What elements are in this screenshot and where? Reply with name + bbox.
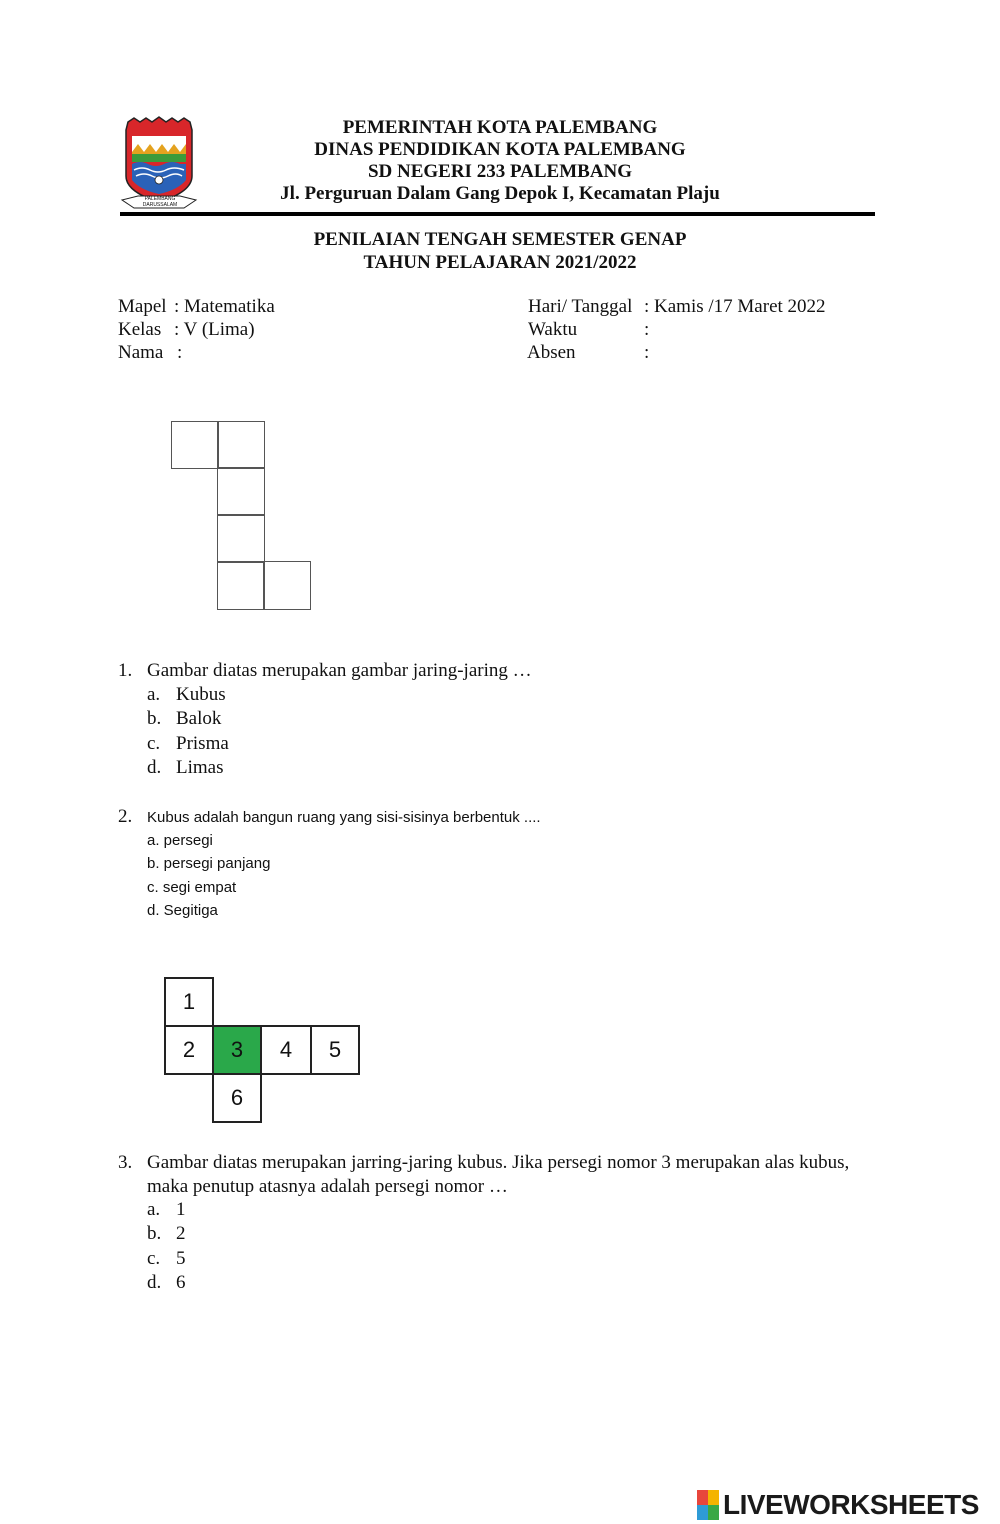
waktu-value: :: [644, 319, 650, 340]
q1-number: 1.: [118, 660, 133, 681]
header-rule: [120, 212, 875, 216]
q3-option-a-letter: a.: [147, 1199, 161, 1220]
exam-title-2: TAHUN PELAJARAN 2021/2022: [363, 252, 637, 273]
absen-value: :: [644, 342, 650, 363]
live-badge-icon: [697, 1490, 719, 1520]
q3-option-a[interactable]: 1: [176, 1199, 186, 1220]
q1-option-d[interactable]: Limas: [176, 757, 224, 778]
net2-square-4: 4: [260, 1025, 312, 1075]
net2-square-1: 1: [164, 977, 214, 1027]
q2-option-d[interactable]: d. Segitiga: [147, 902, 218, 919]
q2-option-b[interactable]: b. persegi panjang: [147, 855, 271, 872]
exam-title-1: PENILAIAN TENGAH SEMESTER GENAP: [313, 229, 687, 250]
net2-square-5: 5: [310, 1025, 360, 1075]
net1-square: [217, 467, 265, 516]
q1-text: Gambar diatas merupakan gambar jaring-jaring …: [147, 660, 532, 681]
header-address: Jl. Perguruan Dalam Gang Depok I, Kecamatan Plaju: [280, 183, 720, 204]
mapel-value: : Matematika: [174, 296, 275, 317]
net1-square: [263, 561, 311, 610]
kelas-label: Kelas: [118, 319, 162, 340]
q3-number: 3.: [118, 1152, 133, 1173]
hari-value: : Kamis /17 Maret 2022: [644, 296, 826, 317]
header-line-2: DINAS PENDIDIKAN KOTA PALEMBANG: [314, 139, 686, 160]
header-line-3: SD NEGERI 233 PALEMBANG: [367, 161, 633, 182]
q3-text-line-2: maka penutup atasnya adalah persegi nomor …: [147, 1176, 508, 1197]
q1-option-b[interactable]: Balok: [176, 708, 222, 729]
logo-ribbon-text: PALEMBANG DARUSSALAM: [142, 196, 178, 208]
net1-square: [217, 421, 265, 469]
net1-square: [171, 421, 219, 469]
net2-square-6: 6: [212, 1073, 262, 1123]
q1-option-a-letter: a.: [147, 684, 161, 705]
q3-option-d[interactable]: 6: [176, 1272, 186, 1293]
brand-name: LIVEWORKSHEETS: [723, 1489, 979, 1520]
net1-square: [217, 514, 265, 563]
q2-option-c[interactable]: c. segi empat: [147, 879, 237, 896]
net2-square-3: 3: [212, 1025, 262, 1075]
q3-option-d-letter: d.: [147, 1272, 162, 1293]
nama-value: :: [177, 342, 183, 363]
nama-label: Nama: [118, 342, 164, 363]
q1-option-b-letter: b.: [147, 708, 162, 729]
net2-square-2: 2: [164, 1025, 214, 1075]
net1-square: [217, 561, 265, 610]
q3-option-b-letter: b.: [147, 1223, 162, 1244]
q3-text-line-1: Gambar diatas merupakan jarring-jaring kubus. Jika persegi nomor 3 merupakan alas kubus,: [147, 1152, 850, 1173]
q2-text: Kubus adalah bangun ruang yang sisi-sisinya berbentuk ....: [147, 809, 541, 826]
q2-option-a[interactable]: a. persegi: [147, 832, 213, 849]
q1-option-d-letter: d.: [147, 757, 162, 778]
q1-option-a[interactable]: Kubus: [176, 684, 226, 705]
q2-number: 2.: [118, 806, 133, 827]
hari-label: Hari/ Tanggal: [528, 296, 633, 317]
absen-label: Absen: [527, 342, 576, 363]
q3-option-b[interactable]: 2: [176, 1223, 186, 1244]
q1-option-c[interactable]: Prisma: [176, 733, 229, 754]
waktu-label: Waktu: [528, 319, 578, 340]
q3-option-c[interactable]: 5: [176, 1248, 186, 1269]
mapel-label: Mapel: [118, 296, 167, 317]
q1-option-c-letter: c.: [147, 733, 161, 754]
kelas-value: : V (Lima): [174, 319, 255, 340]
header-line-1: PEMERINTAH KOTA PALEMBANG: [342, 117, 658, 138]
q3-option-c-letter: c.: [147, 1248, 161, 1269]
liveworksheets-logo[interactable]: [697, 1488, 979, 1522]
